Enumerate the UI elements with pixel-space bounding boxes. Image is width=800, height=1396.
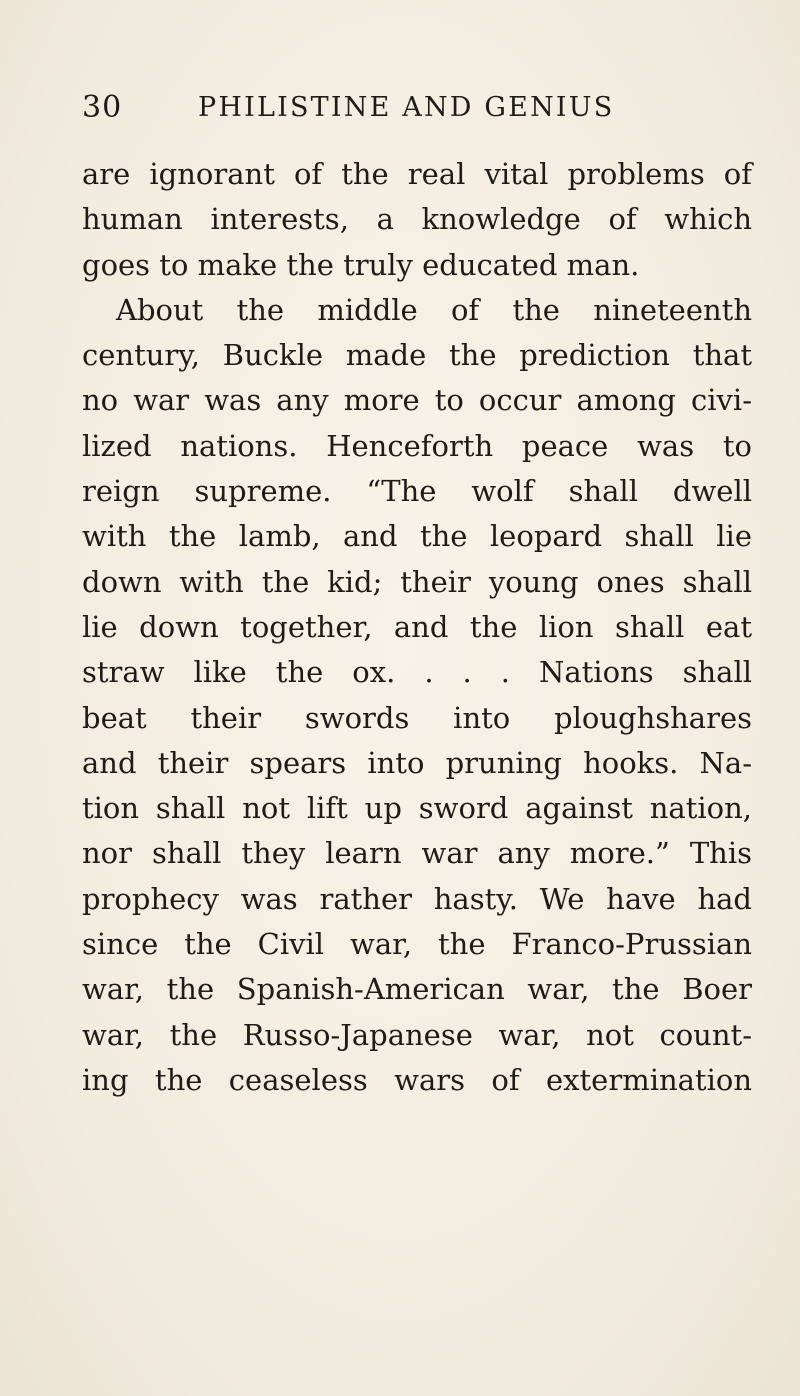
text-line: nor shall they learn war any more.” This xyxy=(82,836,752,871)
text-line: About the middle of the nineteenth xyxy=(116,292,752,327)
text-line: no war was any more to occur among civi- xyxy=(82,383,752,418)
text-line: tion shall not lift up sword against nation, xyxy=(82,791,752,826)
text-line: beat their swords into ploughshares xyxy=(82,700,752,735)
page-number: 30 xyxy=(82,90,123,125)
text-line: reign supreme. “The wolf shall dwell xyxy=(82,474,752,509)
text-line: lie down together, and the lion shall eat xyxy=(82,609,752,644)
text-line: ing the ceaseless wars of extermination xyxy=(82,1062,752,1097)
text-line: with the lamb, and the leopard shall lie xyxy=(82,519,752,554)
text-line: down with the kid; their young ones shall xyxy=(82,564,752,599)
body-text xyxy=(82,152,752,1103)
text-line: prophecy was rather hasty. We have had xyxy=(82,881,752,916)
text-line: goes to make the truly educated man. xyxy=(82,247,640,282)
running-head xyxy=(82,88,722,128)
text-line: and their spears into pruning hooks. Na- xyxy=(82,745,752,780)
running-title: PHILISTINE AND GENIUS xyxy=(198,92,615,123)
text-line: lized nations. Henceforth peace was to xyxy=(82,428,752,463)
text-line: are ignorant of the real vital problems of xyxy=(82,157,752,191)
text-line: war, the Russo-Japanese war, not count- xyxy=(82,1017,752,1052)
text-line: war, the Spanish-American war, the Boer xyxy=(82,972,752,1007)
text-line: century, Buckle made the prediction that xyxy=(82,338,752,373)
text-line: straw like the ox. . . . Nations shall xyxy=(82,655,752,690)
text-line: since the Civil war, the Franco-Prussian xyxy=(82,927,752,962)
text-line: human interests, a knowledge of which xyxy=(82,202,752,237)
